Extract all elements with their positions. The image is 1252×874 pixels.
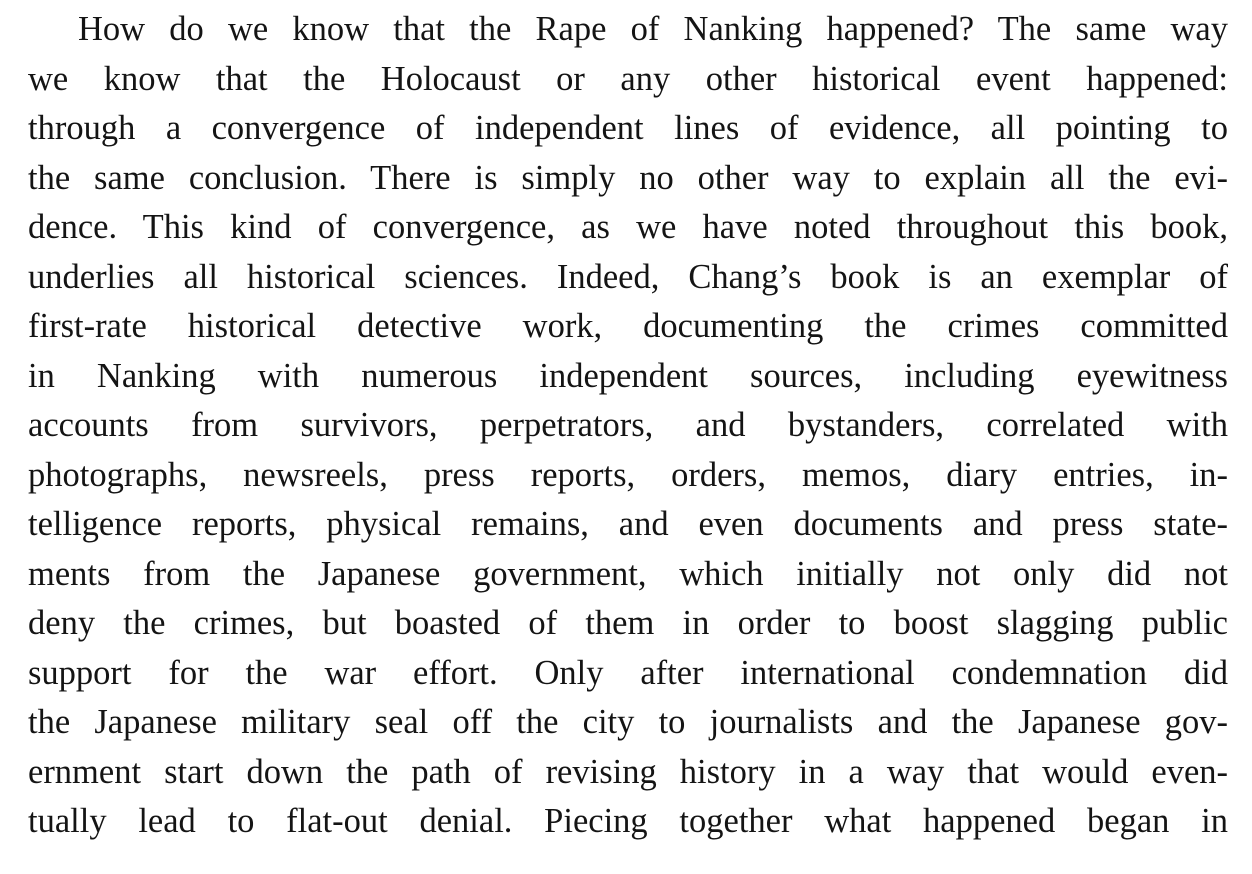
paragraph-line: underlies all historical sciences. Indeed, Chang’s book is an exemplar of	[28, 258, 1228, 296]
paragraph-line: the same conclusion. There is simply no other way to explain all the evi-	[28, 159, 1228, 197]
paragraph-line: photographs, newsreels, press reports, orders, memos, diary entries, in-	[28, 456, 1228, 494]
paragraph-line: through a convergence of independent lines of evidence, all pointing to	[28, 109, 1228, 147]
paragraph-line: in Nanking with numerous independent sources, including eyewitness	[28, 357, 1228, 395]
paragraph-line: tually lead to flat-out denial. Piecing together what happened began in	[28, 802, 1228, 840]
paragraph-line: we know that the Holocaust or any other historical event happened:	[28, 60, 1228, 98]
paragraph-line: deny the crimes, but boasted of them in order to boost slagging public	[28, 604, 1228, 642]
paragraph-line: dence. This kind of convergence, as we have noted throughout this book,	[28, 208, 1228, 246]
paragraph-line: support for the war effort. Only after international condemnation did	[28, 654, 1228, 692]
paragraph-line: ments from the Japanese government, which initially not only did not	[28, 555, 1228, 593]
paragraph-line: the Japanese military seal off the city to journalists and the Japanese gov-	[28, 703, 1228, 741]
paragraph-line: ernment start down the path of revising history in a way that would even-	[28, 753, 1228, 791]
paragraph-line: How do we know that the Rape of Nanking happened? The same way	[78, 10, 1228, 48]
paragraph-line: accounts from survivors, perpetrators, and bystanders, correlated with	[28, 406, 1228, 444]
paragraph-line: first-rate historical detective work, documenting the crimes committed	[28, 307, 1228, 345]
paragraph-line: telligence reports, physical remains, and even documents and press state-	[28, 505, 1228, 543]
